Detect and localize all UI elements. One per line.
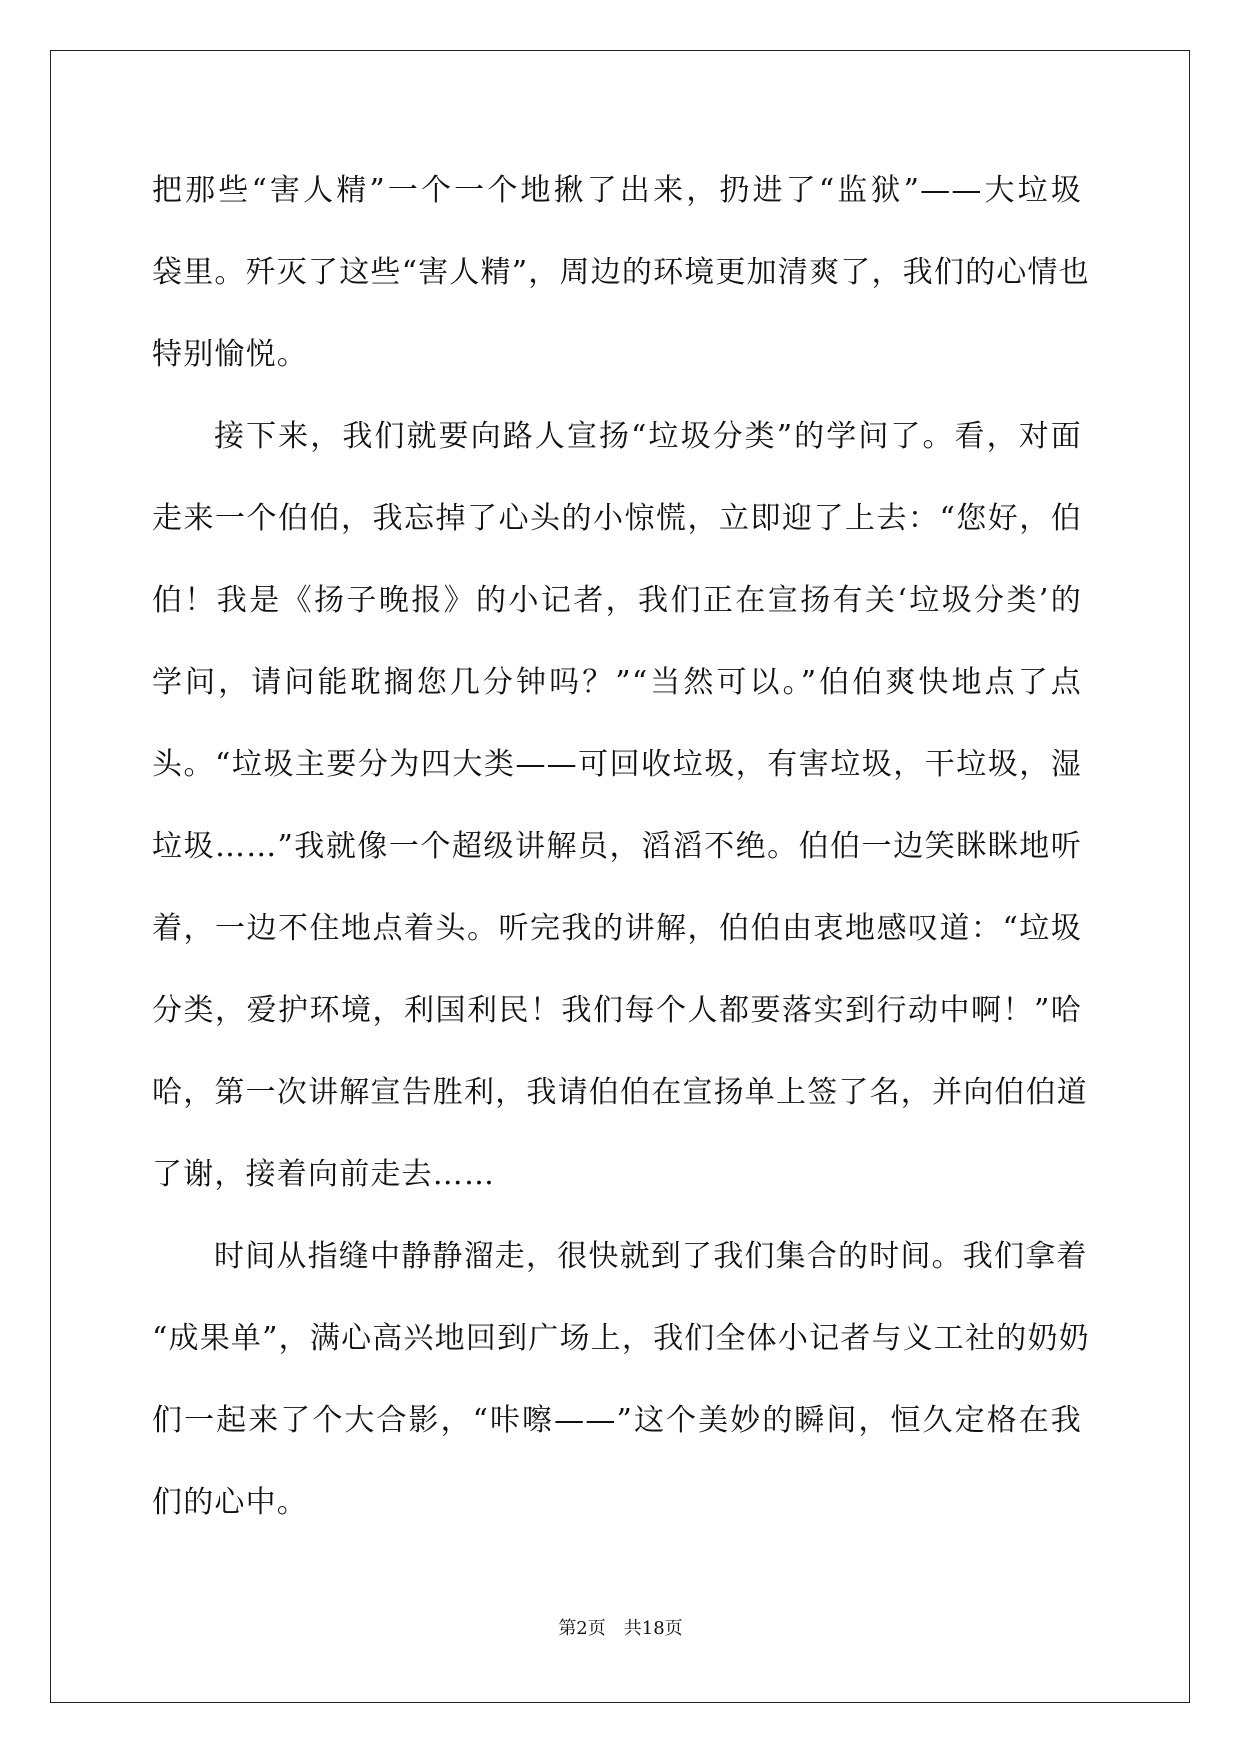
document-body xyxy=(152,163,1090,1557)
text-line: 垃圾……”我就像一个超级讲解员，滔滔不绝。伯伯一边笑眯眯地听 xyxy=(152,829,1082,864)
text-line: 头。“垃圾主要分为四大类——可回收垃圾，有害垃圾，干垃圾，湿 xyxy=(152,747,1082,782)
text-line: 学问，请问能耽搁您几分钟吗？”“当然可以。”伯伯爽快地点了点 xyxy=(152,665,1082,700)
text-line: 时间从指缝中静静溜走，很快就到了我们集合的时间。我们拿着 xyxy=(214,1239,1088,1274)
text-line: 着，一边不住地点着头。听完我的讲解，伯伯由衷地感叹道：“垃圾 xyxy=(152,911,1082,946)
text-line: 了谢，接着向前走去…… xyxy=(152,1157,496,1192)
text-line: 接下来，我们就要向路人宣扬“垃圾分类”的学问了。看，对面 xyxy=(214,419,1082,454)
text-line: 们的心中。 xyxy=(152,1485,308,1520)
text-line: 分类，爱护环境，利国利民！我们每个人都要落实到行动中啊！”哈 xyxy=(152,993,1082,1028)
page-number: 第2页 共18页 xyxy=(558,1618,683,1639)
text-line: 把那些“害人精”一个一个地揪了出来，扔进了“监狱”——大垃圾 xyxy=(152,173,1082,208)
text-line: “成果单”，满心高兴地回到广场上，我们全体小记者与义工社的奶奶 xyxy=(152,1321,1090,1356)
text-line: 特别愉悦。 xyxy=(152,337,308,372)
text-line: 走来一个伯伯，我忘掉了心头的小惊慌，立即迎了上去：“您好，伯 xyxy=(152,501,1082,536)
text-line: 袋里。歼灭了这些“害人精”，周边的环境更加清爽了，我们的心情也 xyxy=(152,255,1090,290)
text-line: 哈，第一次讲解宣告胜利，我请伯伯在宣扬单上签了名，并向伯伯道 xyxy=(152,1075,1088,1110)
text-line: 伯！我是《扬子晚报》的小记者，我们正在宣扬有关‘垃圾分类’的 xyxy=(152,583,1082,618)
text-line: 们一起来了个大合影，“咔嚓——”这个美妙的瞬间，恒久定格在我 xyxy=(152,1403,1082,1438)
